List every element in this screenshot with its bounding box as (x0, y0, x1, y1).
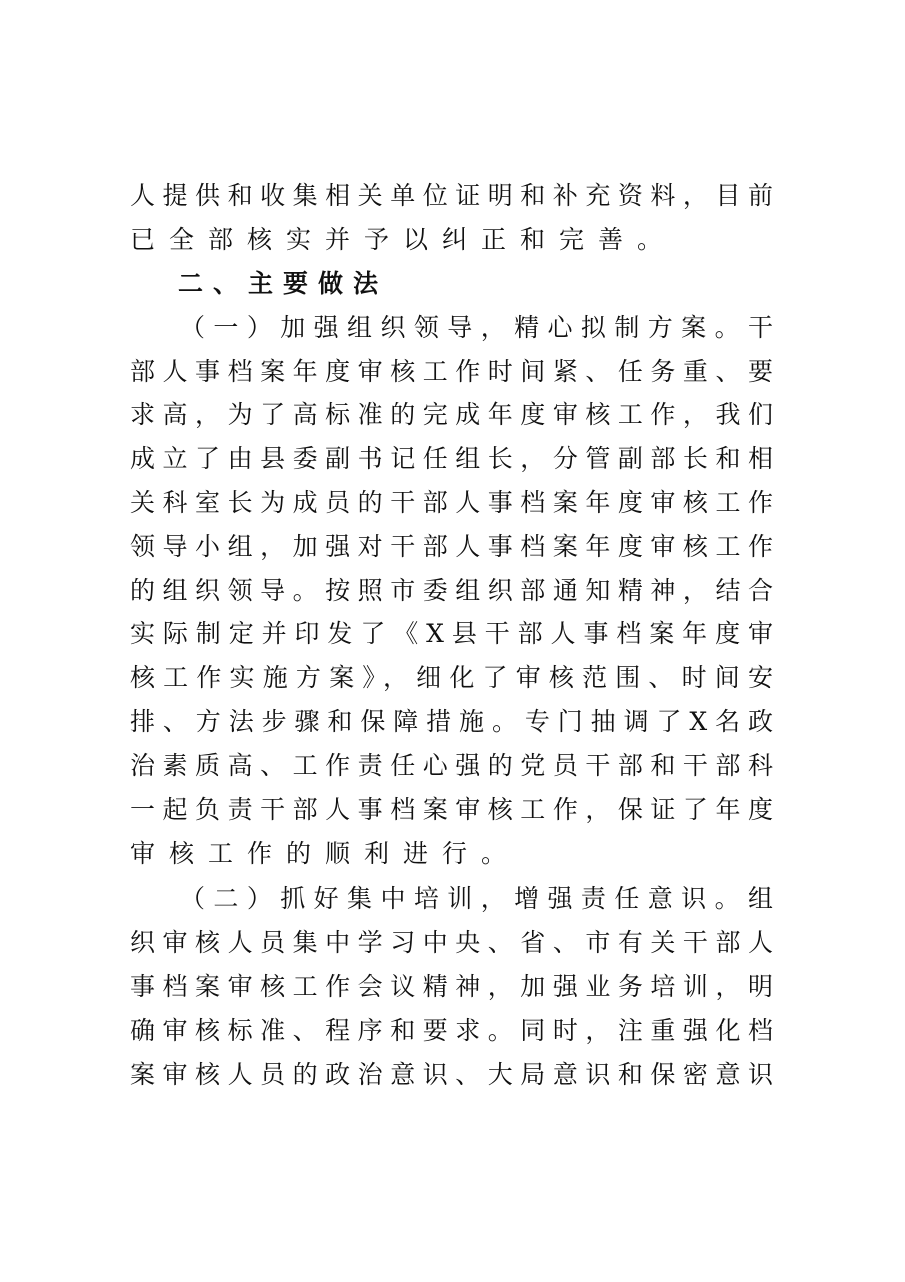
para2-line-4: 确审核标准、程序和要求。同时，注重强化档 (130, 1016, 775, 1045)
para2-line-5: 案审核人员的政治意识、大局意识和保密意识 (130, 1060, 775, 1089)
para1-line-12: 一起负责干部人事档案审核工作，保证了年度 (130, 795, 775, 824)
para1-line-11: 治素质高、工作责任心强的党员干部和干部科 (130, 751, 775, 780)
para1-line-3: 求高，为了高标准的完成年度审核工作，我们 (130, 400, 775, 429)
para1-line-1: （一）加强组织领导，精心拟制方案。干 (180, 313, 775, 342)
para1-line-4: 成立了由县委副书记任组长，分管副部长和相 (130, 444, 775, 473)
para1-line-9: 核工作实施方案》，细化了审核范围、时间安 (130, 663, 775, 692)
para1-line-2: 部人事档案年度审核工作时间紧、任务重、要 (130, 357, 775, 386)
para1-line-13: 审核工作的顺利进行。 (130, 839, 521, 868)
intro-line-1: 人提供和收集相关单位证明和补充资料，目前 (130, 181, 775, 210)
intro-line-2: 已全部核实并予以纠正和完善。 (130, 225, 677, 254)
para1-line-6: 领导小组，加强对干部人事档案年度审核工作 (130, 532, 775, 561)
para1-line-7: 的组织领导。按照市委组织部通知精神，结合 (130, 576, 775, 605)
para1-line-8: 实际制定并印发了《X县干部人事档案年度审 (130, 619, 775, 648)
para2-line-3: 事档案审核工作会议精神，加强业务培训，明 (130, 972, 775, 1001)
para1-line-10: 排、方法步骤和保障措施。专门抽调了X名政 (130, 707, 775, 736)
para2-line-1: （二）抓好集中培训，增强责任意识。组 (180, 884, 775, 913)
section-heading: 二、主要做法 (178, 269, 389, 298)
para1-line-5: 关科室长为成员的干部人事档案年度审核工作 (130, 488, 775, 517)
para2-line-2: 织审核人员集中学习中央、省、市有关干部人 (130, 928, 775, 957)
